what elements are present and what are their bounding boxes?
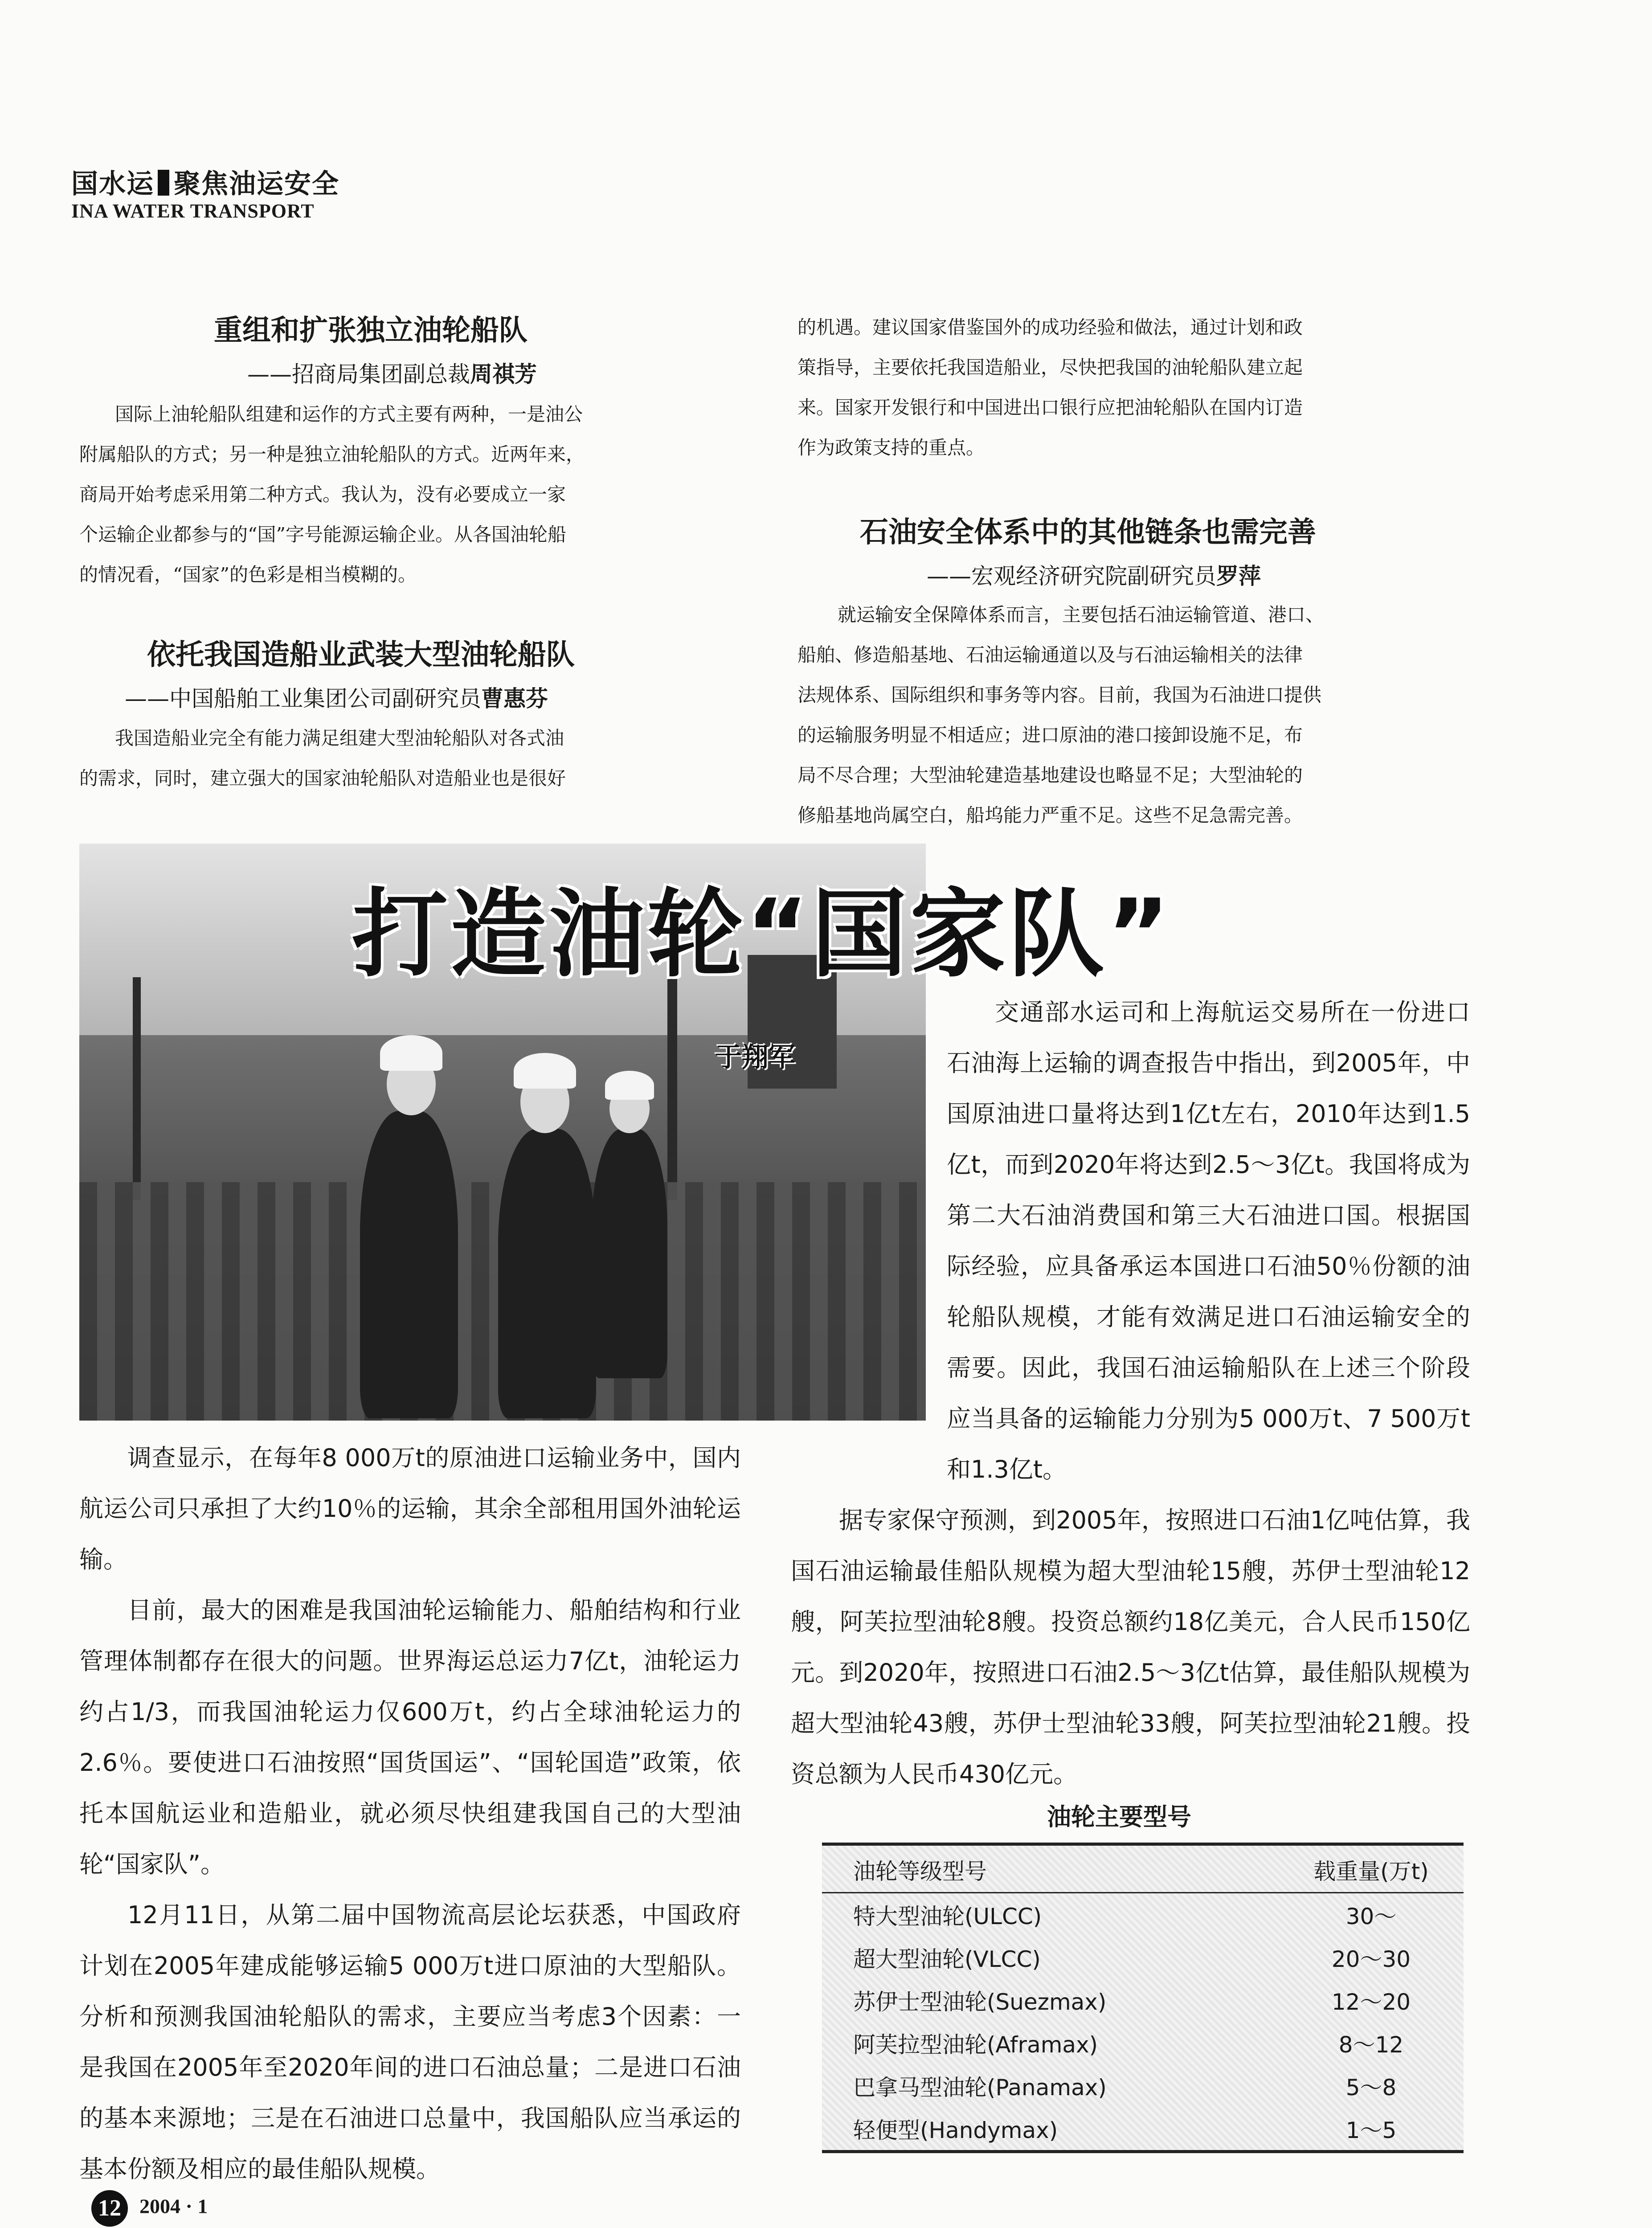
section-line: 个运输企业都参与的“国”字号能源运输企业。从各国油轮船 xyxy=(79,524,566,545)
table-cell: 巴拿马型油轮(Panamax) xyxy=(853,2075,1107,2101)
table-cell: 超大型油轮(VLCC) xyxy=(853,1946,1041,1972)
section-body-continued xyxy=(797,307,1477,468)
section-line: 的情况看，“国家”的色彩是相当模糊的。 xyxy=(79,564,417,586)
section-line: 我国造船业完全有能力满足组建大型油轮船队对各式油 xyxy=(115,727,564,749)
table-cell: 8～12 xyxy=(1338,2032,1404,2058)
section-line: 的运输服务明显不相适应；进口原油的港口接卸设施不足，布 xyxy=(797,724,1303,746)
table-header-row xyxy=(822,1844,1464,1893)
table-cell: 轻便型(Handymax) xyxy=(853,2117,1058,2143)
section-line: 附属船队的方式；另一种是独立油轮船队的方式。近两年来， xyxy=(79,443,585,465)
table-row xyxy=(822,2107,1464,2152)
table-row xyxy=(822,1893,1464,1937)
article-paragraph: 目前，最大的困难是我国油轮运输能力、船舶结构和行业管理体制都存在很大的问题。世界海运总运力7亿t，油轮运力约占1/3，而我国油轮运力仅600万t，约占全球油轮运力的2.6％。要使进口石油按照“国货国运”、“国轮国造”政策，依托本国航运业和造船业，就必须尽快组建我国自己的大型油轮“国家队”。 xyxy=(79,1596,741,1878)
section-body-1 xyxy=(79,394,741,595)
table-row xyxy=(822,1936,1464,1979)
table-cell: 20～30 xyxy=(1331,1946,1411,1972)
section-author-3: ——宏观经济研究院副研究员罗萍 xyxy=(927,563,1261,589)
section-line: 国际上油轮船队组建和运作的方式主要有两种，一是油公 xyxy=(115,403,583,425)
section-line: 的机遇。建议国家借鉴国外的成功经验和做法，通过计划和政 xyxy=(797,316,1303,338)
article-byline: 于翔军 xyxy=(715,1042,795,1073)
article-right-column-1 xyxy=(947,987,1470,1495)
section-line: 来。国家开发银行和中国进出口银行应把油轮船队在国内订造 xyxy=(797,397,1303,418)
section-line: 法规体系、国际组织和事务等内容。目前，我国为石油进口提供 xyxy=(797,684,1322,706)
page-footer xyxy=(91,2190,208,2227)
section-title-1: 重组和扩张独立油轮船队 xyxy=(214,314,527,347)
article-paragraph: 调查显示，在每年8 000万t的原油进口运输业务中，国内航运公司只承担了大约10％的运输，其余全部租用国外油轮运输。 xyxy=(79,1444,741,1573)
tanker-types-table xyxy=(822,1843,1464,2153)
table-cell: 特大型油轮(ULCC) xyxy=(853,1904,1042,1929)
section-title-3: 石油安全体系中的其他链条也需完善 xyxy=(860,516,1316,549)
table-cell: 12～20 xyxy=(1331,1989,1411,2015)
section-line: 局不尽合理；大型油轮建造基地建设也略显不足；大型油轮的 xyxy=(797,764,1303,786)
section-line: 修船基地尚属空白，船坞能力严重不足。这些不足急需完善。 xyxy=(797,804,1303,826)
section-line: 就运输安全保障体系而言，主要包括石油运输管道、港口、 xyxy=(838,604,1325,626)
header-topic: 聚焦油运安全 xyxy=(174,168,339,200)
article-right-column-2 xyxy=(791,1495,1470,1800)
section-title-2: 依托我国造船业武装大型油轮船队 xyxy=(147,639,575,672)
section-body-2 xyxy=(79,718,741,799)
table-cell: 1～5 xyxy=(1345,2117,1397,2143)
table-cell: 苏伊士型油轮(Suezmax) xyxy=(853,1989,1107,2015)
issue-label: 2004 · 1 xyxy=(139,2195,208,2218)
table-header-cell: 油轮等级型号 xyxy=(822,1844,1279,1893)
article-paragraph: 12月11日，从第二届中国物流高层论坛获悉，中国政府计划在2005年建成能够运输5 000万t进口原油的大型船队。分析和预测我国油轮船队的需求，主要应当考虑3个因素：一是我国在2005年至2020年间的进口石油总量；二是进口石油的基本来源地；三是在石油进口总量中，我国船队应当承运的基本份额及相应的最佳船队规模。 xyxy=(79,1901,741,2183)
article-paragraph: 据专家保守预测，到2005年，按照进口石油1亿吨估算，我国石油运输最佳船队规模为超大型油轮15艘，苏伊士型油轮12艘，阿芙拉型油轮8艘。投资总额约18亿美元，合人民币150亿元。到2020年，按照进口石油2.5～3亿t估算，最佳船队规模为超大型油轮43艘，苏伊士型油轮33艘，阿芙拉型油轮21艘。投资总额为人民币430亿元。 xyxy=(791,1506,1470,1788)
page-number: 12 xyxy=(91,2190,128,2227)
section-line: 策指导，主要依托我国造船业，尽快把我国的油轮船队建立起 xyxy=(797,356,1303,378)
table-row xyxy=(822,2022,1464,2064)
table-cell: 30～ xyxy=(1345,1904,1397,1929)
table-row xyxy=(822,2064,1464,2107)
header-section-en: INA WATER TRANSPORT xyxy=(71,200,315,222)
section-line: 的需求，同时，建立强大的国家油轮船队对造船业也是很好 xyxy=(79,767,566,789)
section-author-1: ——招商局集团副总裁周祺芳 xyxy=(247,361,537,387)
table-cell: 5～8 xyxy=(1345,2075,1397,2101)
section-line: 作为政策支持的重点。 xyxy=(797,437,985,459)
table-cell: 阿芙拉型油轮(Aframax) xyxy=(853,2032,1098,2058)
article-left-column xyxy=(79,1433,741,2195)
section-body-3 xyxy=(797,595,1477,836)
table-title: 油轮主要型号 xyxy=(1047,1803,1191,1831)
section-line: 商局开始考虑采用第二种方式。我认为，没有必要成立一家 xyxy=(79,483,566,505)
article-paragraph: 交通部水运司和上海航运交易所在一份进口石油海上运输的调查报告中指出，到2005年，中国原油进口量将达到1亿t左右，2010年达到1.5亿t，而到2020年将达到2.5～3亿t。我国将成为第二大石油消费国和第三大石油进口国。根据国际经验，应具备承运本国进口石油50％份额的油轮船队规模，才能有效满足进口石油运输安全的需要。因此，我国石油运输船队在上述三个阶段应当具备的运输能力分别为5 000万t、7 500万t和1.3亿t。 xyxy=(947,998,1470,1483)
table-row xyxy=(822,1979,1464,2022)
article-title: 打造油轮“国家队” xyxy=(352,878,1173,990)
section-author-2: ——中国船舶工业集团公司副研究员曹惠芬 xyxy=(125,686,548,712)
running-header xyxy=(71,163,339,201)
section-line: 船舶、修造船基地、石油运输通道以及与石油运输相关的法律 xyxy=(797,644,1303,666)
header-divider xyxy=(158,170,169,196)
header-section-cn: 国水运 xyxy=(71,168,154,200)
table-header-cell: 载重量(万t) xyxy=(1279,1844,1464,1893)
